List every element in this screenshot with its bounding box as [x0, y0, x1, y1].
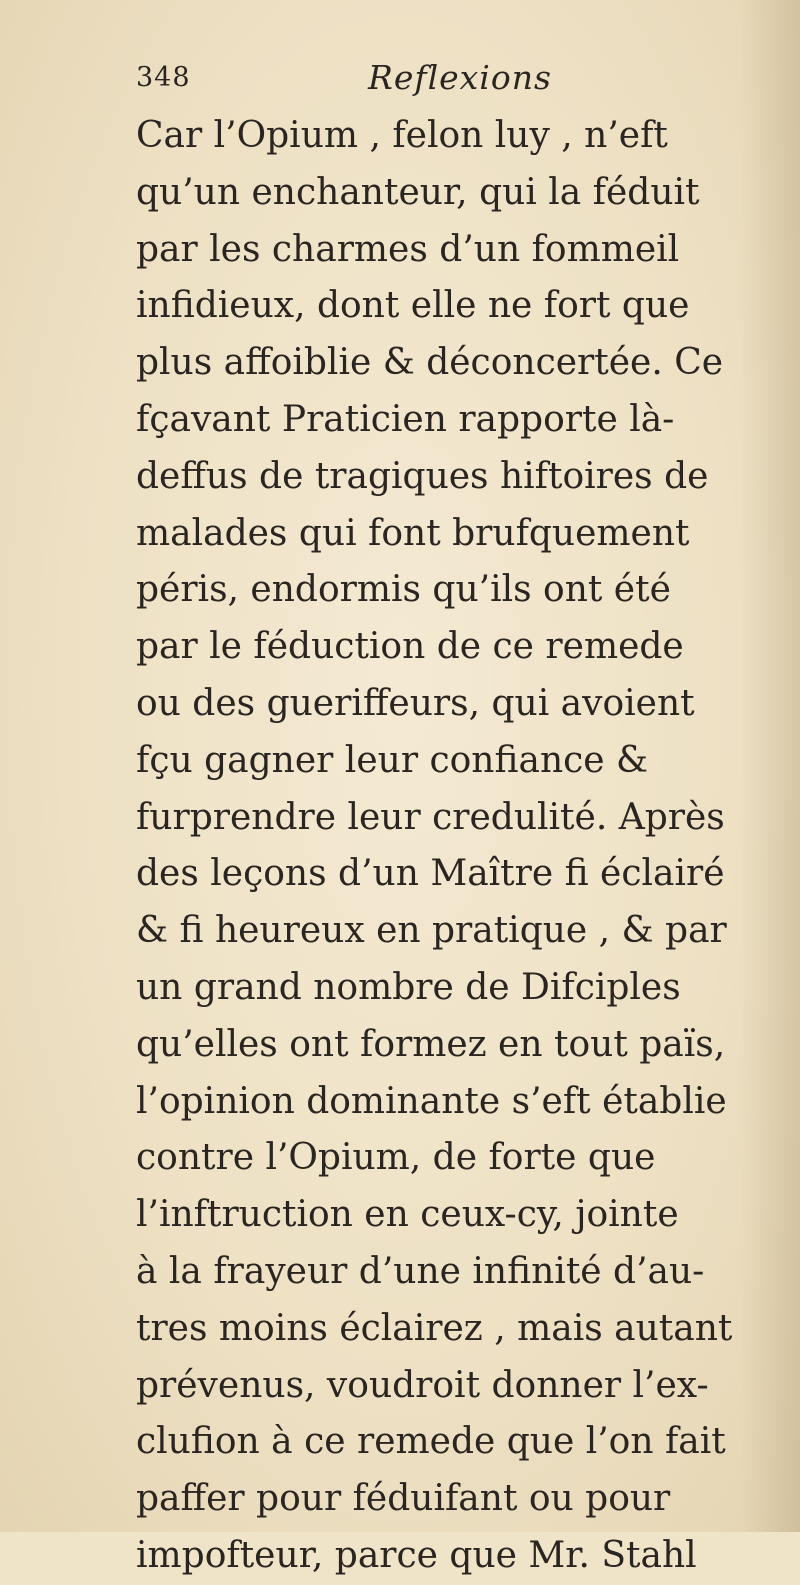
text-line: paffer pour féduifant ou pour [136, 1478, 671, 1520]
text-line: deffus de tragiques hiftoires de [136, 455, 709, 497]
text-line: qu’elles ont formez en tout païs, [136, 1023, 726, 1065]
text-line: contre l’Opium, de forte que [136, 1137, 656, 1179]
page-header [136, 58, 656, 102]
text-line: infidieux, dont elle ne fort que [136, 285, 690, 327]
text-line: par le féduction de ce remede [136, 626, 684, 668]
text-line: Car l’Opium , felon luy , n’eft [136, 115, 668, 156]
text-line: un grand nombre de Difciples [136, 966, 681, 1008]
text-line: l’opinion dominante s’eft établie [136, 1080, 727, 1122]
text-line: fçavant Praticien rapporte là- [136, 398, 675, 440]
text-line: à la frayeur d’une infinité d’au- [136, 1250, 705, 1292]
text-line: qu’un enchanteur, qui la féduit [136, 171, 700, 213]
text-line: par les charmes d’un fommeil [136, 228, 680, 270]
text-line: ou des gueriffeurs, qui avoient [136, 682, 695, 724]
text-line: fçu gagner leur confiance & [136, 739, 649, 781]
running-title: Reflexions [368, 58, 552, 97]
page-number: 348 [136, 62, 191, 93]
text-line: des leçons d’un Maître fi éclairé [136, 853, 725, 895]
text-line: plus affoiblie & déconcertée. Ce [136, 342, 724, 384]
body-text [136, 108, 776, 1585]
text-line: malades qui font brufquement [136, 512, 690, 554]
text-line: clufion à ce remede que l’on fait [136, 1421, 726, 1463]
text-line: prévenus, voudroit donner l’ex- [136, 1364, 709, 1406]
text-line: péris, endormis qu’ils ont été [136, 569, 671, 611]
text-line: furprendre leur credulité. Après [136, 796, 725, 838]
text-line: impofteur, parce que Mr. Stahl [136, 1534, 697, 1576]
text-line: & fi heureux en pratique , & par [136, 910, 727, 952]
text-line: tres moins éclairez , mais autant [136, 1307, 733, 1349]
text-line: l’inftruction en ceux-cy, jointe [136, 1194, 679, 1236]
